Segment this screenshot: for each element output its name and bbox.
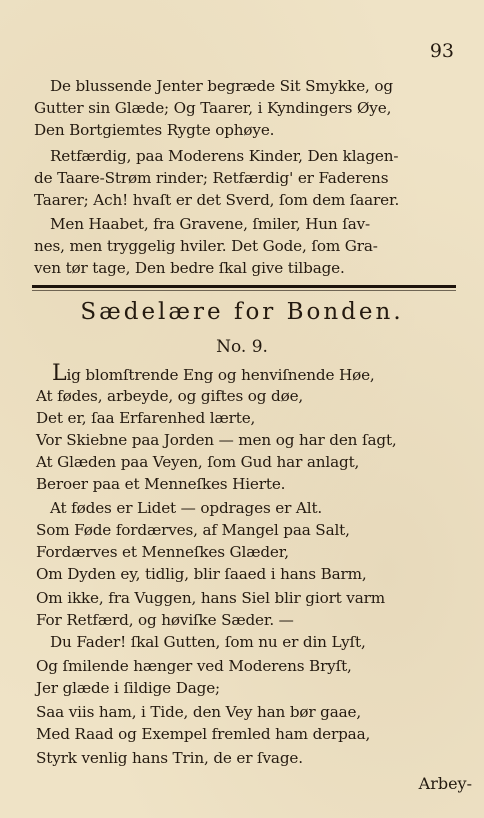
poem-line: At Glæden paa Veyen, ſom Gud har anlagt, — [36, 453, 360, 471]
poem-line: Og ſmilende hænger ved Moderens Bryſt, — [36, 657, 352, 675]
section-rule-thin — [32, 290, 456, 291]
poem-first-line — [52, 361, 375, 386]
poem-line: Som Føde fordærves, af Mangel paa Salt, — [36, 521, 350, 539]
poem-line: Styrk venlig hans Trin, de er ſvage. — [36, 749, 303, 767]
poem-line: Fordærves et Menneſkes Glæder, — [36, 543, 289, 561]
catchword: Arbey- — [418, 774, 472, 793]
poem-line: Den Bortgiemtes Rygte ophøye. — [34, 121, 275, 139]
poem-line: ven tør tage, Den bedre ſkal give tilbage. — [34, 259, 345, 277]
poem-line: Saa viis ham, i Tide, den Vey han bør gaae, — [36, 703, 362, 721]
poem-first-line-text: ig blomſtrende Eng og henviſnende Høe, — [66, 366, 375, 384]
poem-line: Beroer paa et Menneſkes Hierte. — [36, 475, 286, 493]
section-number: No. 9. — [216, 337, 268, 357]
dropcap-letter: L — [52, 361, 67, 386]
page-number: 93 — [429, 40, 454, 62]
poem-line: Om Dyden ey, tidlig, blir ſaaed i hans Barm, — [36, 565, 367, 583]
poem-line: Om ikke, fra Vuggen, hans Siel blir giort varm — [36, 589, 386, 607]
section-title: Sædelære for Bonden. — [80, 299, 404, 325]
section-rule — [32, 285, 456, 288]
poem-line: For Retfærd, og høviſke Sæder. — — [36, 611, 294, 629]
poem-line: Men Haabet, fra Gravene, ſmiler, Hun ſav- — [50, 215, 371, 233]
poem-line: Du Fader! ſkal Gutten, ſom nu er din Lyſt, — [50, 633, 366, 651]
poem-line: de Taare-Strøm rinder; Retfærdig' er Faderens — [34, 169, 389, 187]
poem-line: Vor Skiebne paa Jorden — men og har den ſagt, — [36, 431, 397, 449]
poem-line: Det er, ſaa Erfarenhed lærte, — [36, 409, 256, 427]
poem-line: Gutter sin Glæde; Og Taarer, i Kyndingers Øye, — [34, 99, 392, 117]
poem-line: Med Raad og Exempel fremled ham derpaa, — [36, 725, 371, 743]
poem-line: Jer glæde i ſildige Dage; — [36, 679, 221, 697]
poem-line: nes, men tryggelig hviler. Det Gode, ſom Gra- — [34, 237, 378, 255]
poem-line: At fødes, arbeyde, og giftes og døe, — [36, 387, 304, 405]
poem-line: At fødes er Lidet — opdrages er Alt. — [50, 499, 323, 517]
poem-line: De blussende Jenter begræde Sit Smykke, og — [50, 77, 393, 95]
poem-line: Retfærdig, paa Moderens Kinder, Den klagen- — [50, 147, 399, 165]
poem-line: Taarer; Ach! hvaſt er det Sverd, ſom dem ſaarer. — [34, 191, 400, 209]
